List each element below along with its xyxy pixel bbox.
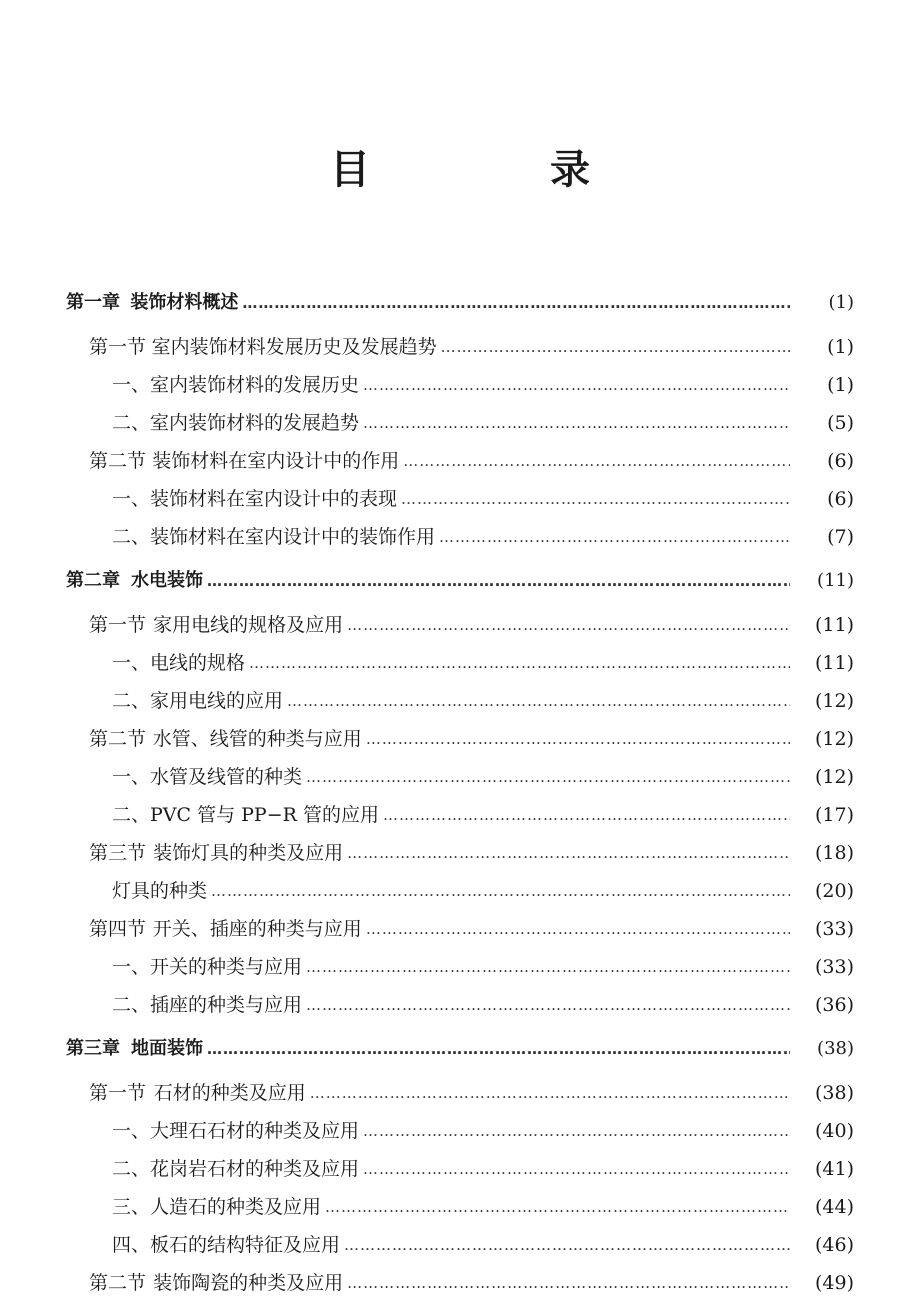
toc-entry-item [0, 1116, 920, 1146]
toc-entry-item [0, 800, 920, 830]
toc-entry-title: 二、家用电线的应用 [112, 690, 284, 712]
dot-leader [441, 332, 790, 362]
dot-leader [310, 1078, 790, 1108]
toc-entry-chapter [0, 288, 920, 318]
page-title: 目 录 [330, 146, 660, 193]
dot-leader [347, 610, 790, 640]
toc-entry-number: 第一节 [89, 1082, 147, 1104]
toc-entry-page-number: (38) [814, 1082, 854, 1104]
toc-entry-title: 四、板石的结构特征及应用 [112, 1234, 341, 1256]
toc-entry-title: 灯具的种类 [112, 880, 208, 902]
dot-leader [287, 686, 790, 716]
toc-entry-page-number: (20) [814, 880, 854, 902]
toc-entry-page-number: (5) [827, 412, 854, 434]
toc-entry-item [0, 1230, 920, 1260]
toc-entry-title: 一、装饰材料在室内设计中的表现 [112, 488, 398, 510]
toc-entry-section [0, 446, 920, 476]
dot-leader [403, 446, 790, 476]
toc-entry-number: 第一节 [89, 336, 147, 358]
dot-leader [401, 484, 790, 514]
dot-leader [242, 288, 790, 318]
toc-entry-page-number: (36) [814, 994, 854, 1016]
toc-entry-title: 装饰材料概述 [130, 292, 239, 313]
toc-entry-item [0, 522, 920, 552]
toc-entry-page-number: (11) [814, 614, 854, 636]
toc-entry-page-number: (12) [814, 690, 854, 712]
toc-entry-page-number: (11) [817, 570, 854, 591]
dot-leader [211, 876, 790, 906]
dot-leader [347, 1268, 790, 1298]
toc-entry-title: 二、室内装饰材料的发展趋势 [112, 412, 360, 434]
toc-entry-section [0, 724, 920, 754]
toc-entry-page-number: (12) [814, 766, 854, 788]
toc-entry-item [0, 876, 920, 906]
toc-entry-item [0, 370, 920, 400]
toc-entry-section [0, 838, 920, 868]
toc-entry-number: 第一章 [66, 292, 120, 313]
dot-leader [366, 724, 790, 754]
toc-entry-title: 水电装饰 [131, 570, 204, 591]
toc-entry-item [0, 990, 920, 1020]
dot-leader [344, 1230, 790, 1260]
dot-leader [363, 370, 790, 400]
dot-leader [249, 648, 790, 678]
toc-entry-title: 室内装饰材料发展历史及发展趋势 [151, 336, 437, 358]
dot-leader [207, 1034, 790, 1064]
dot-leader [306, 952, 790, 982]
toc-entry-page-number: (33) [814, 956, 854, 978]
toc-entry-item [0, 408, 920, 438]
toc-entry-title: 石材的种类及应用 [153, 1082, 306, 1104]
toc-entry-item [0, 484, 920, 514]
toc-entry-section [0, 914, 920, 944]
toc-entry-page-number: (17) [814, 804, 854, 826]
toc-entry-section [0, 1268, 920, 1298]
toc-entry-number: 第二节 [89, 728, 147, 750]
toc-entry-title: 二、装饰材料在室内设计中的装饰作用 [112, 526, 436, 548]
toc-entry-page-number: (41) [814, 1158, 854, 1180]
toc-entry-number: 第三节 [89, 842, 147, 864]
toc-entry-page-number: (6) [827, 450, 854, 472]
toc-entry-page-number: (49) [814, 1272, 854, 1294]
toc-entry-section [0, 1078, 920, 1108]
toc-entry-item [0, 648, 920, 678]
toc-entry-number: 第三章 [66, 1038, 120, 1059]
toc-entry-title: 开关、插座的种类与应用 [152, 918, 362, 940]
toc-entry-page-number: (1) [828, 292, 854, 313]
toc-entry-page-number: (40) [814, 1120, 854, 1142]
toc-entry-title: 二、插座的种类与应用 [112, 994, 303, 1016]
toc-entry-item [0, 762, 920, 792]
dot-leader [325, 1192, 790, 1222]
toc-entry-chapter [0, 566, 920, 596]
toc-entry-title: 一、开关的种类与应用 [112, 956, 303, 978]
toc-entry-title: 二、花岗岩石材的种类及应用 [112, 1158, 360, 1180]
toc-entry-page-number: (18) [814, 842, 854, 864]
toc-entry-number: 第二节 [89, 450, 147, 472]
toc-entry-section [0, 610, 920, 640]
toc-entry-title: 家用电线的规格及应用 [153, 614, 344, 636]
toc-entry-page-number: (38) [817, 1038, 854, 1059]
dot-leader [207, 566, 790, 596]
toc-entry-item [0, 952, 920, 982]
toc-entry-title: 一、水管及线管的种类 [112, 766, 303, 788]
toc-entry-title: 三、人造石的种类及应用 [112, 1196, 322, 1218]
dot-leader [306, 990, 790, 1020]
dot-leader [366, 914, 790, 944]
dot-leader [347, 838, 790, 868]
dot-leader [306, 762, 790, 792]
toc-entry-item [0, 686, 920, 716]
toc-entry-page-number: (46) [814, 1234, 854, 1256]
toc-entry-title: 一、电线的规格 [112, 652, 246, 674]
toc-entry-title: 装饰陶瓷的种类及应用 [153, 1272, 344, 1294]
toc-entry-chapter [0, 1034, 920, 1064]
toc-entry-title: 一、大理石石材的种类及应用 [112, 1120, 360, 1142]
toc-entry-page-number: (44) [814, 1196, 854, 1218]
toc-entry-page-number: (33) [814, 918, 854, 940]
toc-entry-title: 装饰灯具的种类及应用 [153, 842, 344, 864]
toc-entry-item [0, 1192, 920, 1222]
dot-leader [383, 800, 790, 830]
toc-entry-page-number: (11) [814, 652, 854, 674]
toc-entry-number: 第四节 [89, 918, 147, 940]
toc-entry-number: 第二节 [89, 1272, 147, 1294]
toc-entry-title: 水管、线管的种类与应用 [152, 728, 362, 750]
toc-entry-page-number: (6) [827, 488, 854, 510]
toc-entry-title: 装饰材料在室内设计中的作用 [152, 450, 400, 472]
dot-leader [363, 1116, 790, 1146]
toc-entry-page-number: (12) [814, 728, 854, 750]
toc-entry-section [0, 332, 920, 362]
toc-entry-page-number: (1) [827, 336, 854, 358]
toc-entry-item [0, 1154, 920, 1184]
toc-entry-title: 一、室内装饰材料的发展历史 [112, 374, 360, 396]
dot-leader [363, 1154, 790, 1184]
dot-leader [363, 408, 790, 438]
toc-entry-title: 地面装饰 [131, 1038, 204, 1059]
toc-entry-number: 第二章 [66, 570, 120, 591]
toc-entry-title: 二、PVC 管与 PP−R 管的应用 [112, 804, 379, 826]
dot-leader [439, 522, 790, 552]
toc-entry-page-number: (1) [827, 374, 854, 396]
toc-entry-page-number: (7) [827, 526, 854, 548]
toc-entry-number: 第一节 [89, 614, 147, 636]
